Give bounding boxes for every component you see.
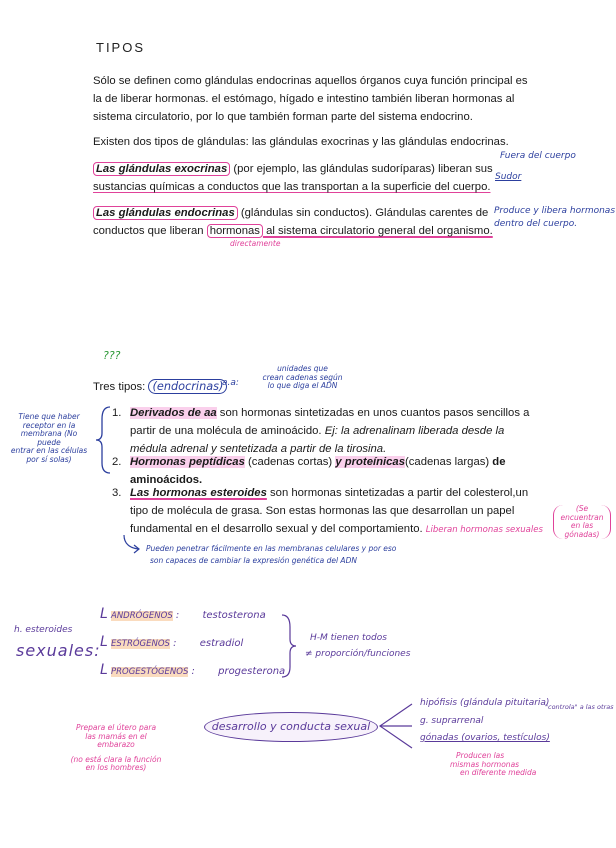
brace-icon xyxy=(94,405,114,475)
endocrine-paragraph xyxy=(93,204,493,240)
utero-line: las mamás en el xyxy=(85,731,147,741)
brace-note-1: H-M tienen todos xyxy=(310,633,387,643)
intro-line: sistema circulatorio, por lo que también forman parte del sistema endocrino. xyxy=(93,111,473,123)
tres-label: Tres tipos: xyxy=(93,381,146,393)
hormone-value: testosterona xyxy=(202,610,266,621)
utero-note xyxy=(58,724,174,773)
item-number: 2. xyxy=(112,456,122,468)
item-text: (cadenas cortas) xyxy=(244,456,336,468)
page-title: TIPOS xyxy=(96,40,146,55)
item-text: (cadenas largas) xyxy=(405,456,493,468)
controla-note: "controla" a las otras xyxy=(545,703,614,711)
aa-note-line: crean cadenas según xyxy=(262,372,343,382)
membrane-note-1: Pueden penetrar fácilmente en las membranas celulares y por eso xyxy=(146,544,397,553)
exocrine-line2: sustancias químicas a conductos que las transportan a la superficie del cuerpo. xyxy=(93,181,491,193)
types-sentence: Existen dos tipos de glándulas: las glándulas exocrinas y las glándulas endocrinas. xyxy=(93,136,509,148)
tres-tipos xyxy=(93,378,227,396)
item-text: aminoácidos. xyxy=(130,474,203,486)
gland-c: gónadas (ovarios, testículos) xyxy=(420,733,550,743)
note-sudor: Sudor xyxy=(495,172,522,182)
item-number: 1. xyxy=(112,407,122,419)
gonad-note xyxy=(553,505,611,539)
left-note-line: entrar en las células xyxy=(10,446,88,455)
item-3 xyxy=(112,484,543,539)
intro-line: Sólo se definen como glándulas endocrinas aquellos órganos cuya función principal es xyxy=(93,75,528,87)
note-fuera: Fuera del cuerpo xyxy=(500,151,576,161)
sexual-row: L ESTRÓGENOS : estradiol xyxy=(100,634,244,650)
exocrine-term: Las glándulas exocrinas xyxy=(93,162,230,176)
item-text: son hormonas sintetizadas en unos cuantos pasos sencillos a xyxy=(216,407,530,419)
item-text: de xyxy=(492,456,506,468)
aa-note-line: lo que diga el ADN xyxy=(267,381,338,390)
produce-note xyxy=(450,752,560,778)
gland-b: g. suprarrenal xyxy=(420,716,484,726)
hormone-name: ESTRÓGENOS xyxy=(111,639,170,649)
desarrollo-oval: desarrollo y conducta sexual xyxy=(204,712,378,742)
item-text: médula adrenal y sentetizada a partir de la tirosina. xyxy=(130,443,387,455)
sexual-row: L ANDRÓGENOS : testosterona xyxy=(100,606,266,622)
note-produce-2: dentro del cuerpo. xyxy=(494,219,578,229)
item-term-2: y proteínicas xyxy=(335,456,406,468)
left-note-line: Tiene que haber xyxy=(18,412,80,421)
aa-note-line: unidades que xyxy=(277,364,328,373)
utero-line: embarazo xyxy=(97,740,135,749)
intro-line: la de liberar hormonas. el estómago, hígado e intestino también liberan hormonas al xyxy=(93,93,515,105)
produce-line: Producen las xyxy=(456,751,505,760)
item-1 xyxy=(112,404,530,458)
sexual-label-2: sexuales: xyxy=(16,641,101,660)
left-note-line: receptor en la xyxy=(22,420,76,430)
item-text: son hormonas sintetizadas a partir del colesterol,un xyxy=(266,487,529,499)
left-note xyxy=(10,413,88,464)
item-note: Liberan hormonas sexuales xyxy=(425,525,543,535)
hormonas-word: hormonas xyxy=(207,224,263,238)
sexual-label-1: h. esteroides xyxy=(14,625,73,635)
utero-line: en los hombres) xyxy=(85,763,147,772)
endocrine-line2b: al sistema circulatorio general del organismo. xyxy=(262,225,493,237)
intro-paragraph xyxy=(93,72,573,126)
sexual-row: L PROGESTÓGENOS : progesterona xyxy=(100,662,286,678)
item-term: Hormonas peptídicas xyxy=(130,456,245,468)
circled-endocrinas: (endocrinas) xyxy=(148,379,227,394)
item-number: 3. xyxy=(112,487,122,499)
gland-a: hipófisis (glándula pituitaria) xyxy=(420,698,550,708)
brace-note-2: ≠ proporción/funciones xyxy=(305,649,411,659)
hormone-value: progesterona xyxy=(218,666,286,677)
gonad-note-line: (Se encuentran xyxy=(560,504,604,522)
item-term: Derivados de aa xyxy=(130,407,217,419)
hormone-value: estradiol xyxy=(199,638,244,649)
produce-line: mismas hormonas xyxy=(450,759,520,769)
left-note-line: por sí solas) xyxy=(26,454,72,464)
membrane-note-2: son capaces de cambiar la expresión genética del ADN xyxy=(150,556,357,565)
gonad-note-line: gónadas) xyxy=(564,529,600,539)
sexual-rows xyxy=(100,606,285,690)
item-example: Ej: la adrenalinam liberada desde la xyxy=(324,425,505,437)
item-text: partir de una molécula de aminoácido. xyxy=(130,425,325,437)
aa-note xyxy=(245,365,360,391)
utero-line: (no está clara la función xyxy=(70,754,162,764)
exocrine-paragraph xyxy=(93,160,513,196)
left-note-line: membrana (No puede xyxy=(20,429,78,447)
aa-label: a.a: xyxy=(222,378,239,388)
exocrine-rest: (por ejemplo, las glándulas sudoríparas) liberan sus xyxy=(230,163,493,175)
item-term: Las hormonas esteroides xyxy=(130,487,267,499)
endocrine-term: Las glándulas endocrinas xyxy=(93,206,238,220)
right-brace-icon xyxy=(278,613,298,679)
question-marks: ??? xyxy=(103,349,121,362)
note-directamente: directamente xyxy=(230,239,281,248)
produce-line: en diferente medida xyxy=(460,768,537,777)
utero-line: Prepara el útero para xyxy=(75,723,157,732)
endocrine-line2a: conductos que liberan xyxy=(93,225,207,237)
fork-arrow-icon xyxy=(376,700,416,752)
gonad-note-line: en las xyxy=(570,521,594,530)
hormone-name: PROGESTÓGENOS xyxy=(111,667,189,677)
endocrine-rest: (glándulas sin conductos). Glándulas carentes de xyxy=(237,207,489,219)
note-produce-1: Produce y libera hormonas xyxy=(494,206,616,216)
hormone-name: ANDRÓGENOS xyxy=(111,611,173,621)
item-text: tipo de molécula de grasa. Son estas hormonas las que desarrollan un papel xyxy=(130,505,515,517)
item-text: fundamental en el desarrollo sexual y del comportamiento. xyxy=(130,523,426,535)
